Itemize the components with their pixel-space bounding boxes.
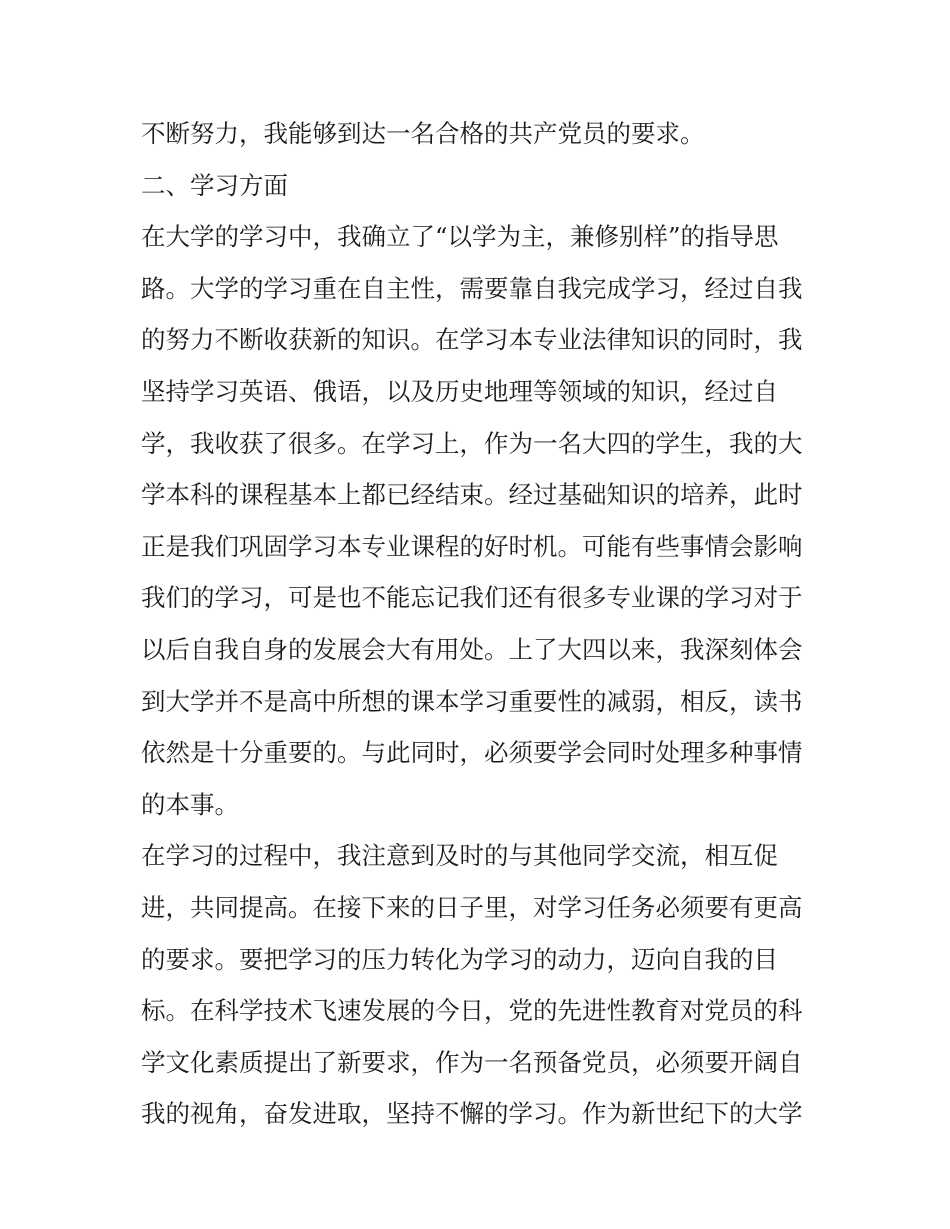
text-line: 路。大学的学习重在自主性，需要靠自我完成学习，经过自我: [141, 273, 803, 303]
text-line: 的本事。: [141, 789, 239, 819]
text-line: 标。在科学技术飞速发展的今日，党的先进性教育对党员的科: [141, 996, 803, 1026]
text-line: 学文化素质提出了新要求，作为一名预备党员，必须要开阔自: [141, 1047, 803, 1077]
text-line: 我们的学习，可是也不能忘记我们还有很多专业课的学习对于: [141, 583, 803, 613]
text-line: 坚持学习英语、俄语，以及历史地理等领域的知识，经过自: [141, 376, 778, 406]
text-line: 学，我收获了很多。在学习上，作为一名大四的学生，我的大: [141, 428, 803, 458]
text-line: 正是我们巩固学习本专业课程的好时机。可能有些事情会影响: [141, 531, 803, 561]
text-line: 到大学并不是高中所想的课本学习重要性的减弱，相反，读书: [141, 686, 803, 716]
text-line: 的努力不断收获新的知识。在学习本专业法律知识的同时，我: [141, 325, 803, 355]
section-heading: 二、学习方面: [141, 170, 288, 200]
text-line: 我的视角，奋发进取，坚持不懈的学习。作为新世纪下的大学: [141, 1099, 803, 1129]
text-line: 不断努力，我能够到达一名合格的共产党员的要求。: [141, 119, 705, 148]
text-line: 的要求。要把学习的压力转化为学习的动力，迈向自我的目: [141, 944, 778, 974]
text-line: 以后自我自身的发展会大有用处。上了大四以来，我深刻体会: [141, 634, 803, 664]
text-line: 学本科的课程基本上都已经结束。经过基础知识的培养，此时: [141, 480, 803, 510]
document-body: [141, 108, 821, 1140]
text-line: 进，共同提高。在接下来的日子里，对学习任务必须要有更高: [141, 892, 803, 922]
text-line: 在大学的学习中，我确立了“以学为主，兼修别样”的指导思: [141, 222, 779, 252]
text-line: 依然是十分重要的。与此同时，必须要学会同时处理多种事情: [141, 738, 803, 768]
text-line: 在学习的过程中，我注意到及时的与其他同学交流，相互促: [141, 841, 778, 871]
